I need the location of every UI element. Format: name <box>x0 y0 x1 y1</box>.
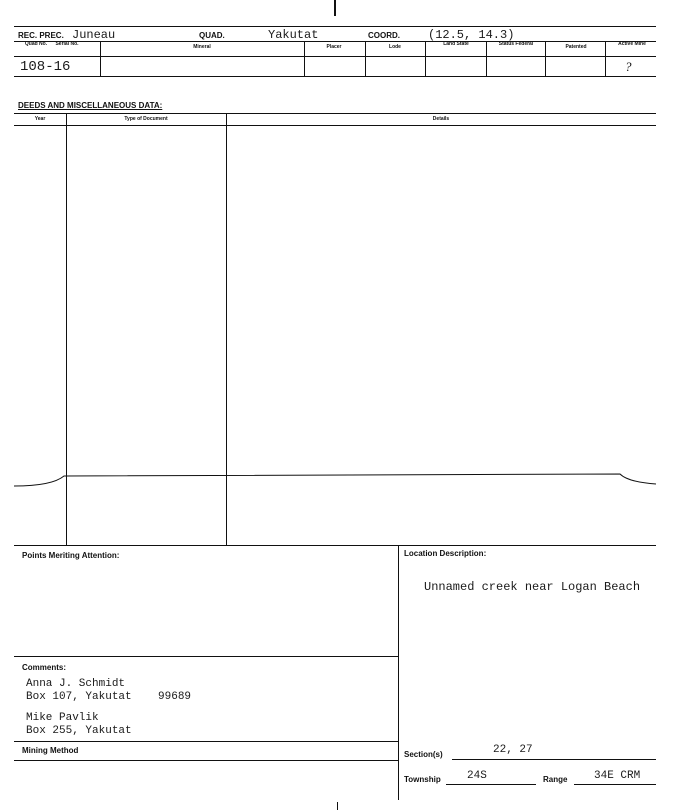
deeds-col-type: Type of Document <box>124 116 168 122</box>
col-land-state: Land State <box>443 41 469 47</box>
deeds-col-year: Year <box>34 116 46 122</box>
fold-line <box>0 468 678 492</box>
comment-line: Box 107, Yakutat 99689 <box>26 691 192 703</box>
col-active-mine: Active Mine <box>618 41 646 47</box>
bottom-margin-mark <box>337 802 338 810</box>
township-value: 24S <box>467 770 487 782</box>
comment-line: Box 255, Yakutat <box>26 725 132 737</box>
township-label: Township <box>404 775 441 784</box>
deeds-title: DEEDS AND MISCELLANEOUS DATA: <box>18 101 163 110</box>
quad-label: QUAD. <box>199 31 225 40</box>
section-underline <box>452 759 656 760</box>
mining-method-label: Mining Method <box>22 746 79 755</box>
deeds-header-rule <box>14 125 656 126</box>
col-placer: Placer <box>326 44 342 50</box>
col-status-federal: Status Federal <box>498 41 534 47</box>
claims-col-divider <box>100 41 101 77</box>
quad-value: Yakutat <box>268 28 319 42</box>
col-serial-no: Serial No. <box>55 41 79 47</box>
claims-col-divider <box>365 41 366 77</box>
claims-col-divider <box>304 41 305 77</box>
points-bottom-rule <box>14 656 398 657</box>
range-value: 34E CRM <box>594 770 641 782</box>
active-mine-mark: ? <box>625 59 632 74</box>
coord-label: COORD. <box>368 31 400 40</box>
claim-quad-serial: 108-16 <box>20 59 71 75</box>
section-value: 22, 27 <box>493 744 533 756</box>
coord-value: (12.5, 14.3) <box>428 28 515 42</box>
claims-header-rule <box>14 56 656 57</box>
claims-col-divider <box>486 41 487 77</box>
township-underline <box>446 784 536 785</box>
deeds-col-details: Details <box>432 116 450 122</box>
header-top-rule <box>14 26 656 27</box>
comment-line: Mike Pavlik <box>26 712 99 724</box>
claims-col-divider <box>545 41 546 77</box>
col-quad-no: Quad No. <box>24 41 48 47</box>
comments-bottom-rule <box>14 741 398 742</box>
claims-bottom-rule <box>14 76 656 77</box>
col-mineral: Mineral <box>193 44 211 50</box>
lower-section-divider <box>398 545 399 800</box>
rec-prec-value: Juneau <box>72 28 116 42</box>
location-label: Location Description: <box>404 549 487 558</box>
comments-label: Comments: <box>22 663 67 672</box>
rec-prec-label: REC. PREC. <box>18 31 64 40</box>
section-label: Section(s) <box>404 750 443 759</box>
col-patented: Patented <box>565 44 587 50</box>
claims-col-divider <box>605 41 606 77</box>
header-bottom-rule <box>14 41 656 42</box>
mining-method-rule <box>14 760 398 761</box>
comment-line: Anna J. Schmidt <box>26 678 126 690</box>
deeds-top-rule <box>14 113 656 114</box>
col-lode: Lode <box>389 44 401 50</box>
range-label: Range <box>543 775 568 784</box>
range-underline <box>574 784 656 785</box>
top-margin-mark <box>334 0 336 16</box>
points-label: Points Meriting Attention: <box>22 551 120 560</box>
deeds-bottom-rule <box>14 545 656 546</box>
location-description: Unnamed creek near Logan Beach <box>424 580 641 594</box>
claims-col-divider <box>425 41 426 77</box>
